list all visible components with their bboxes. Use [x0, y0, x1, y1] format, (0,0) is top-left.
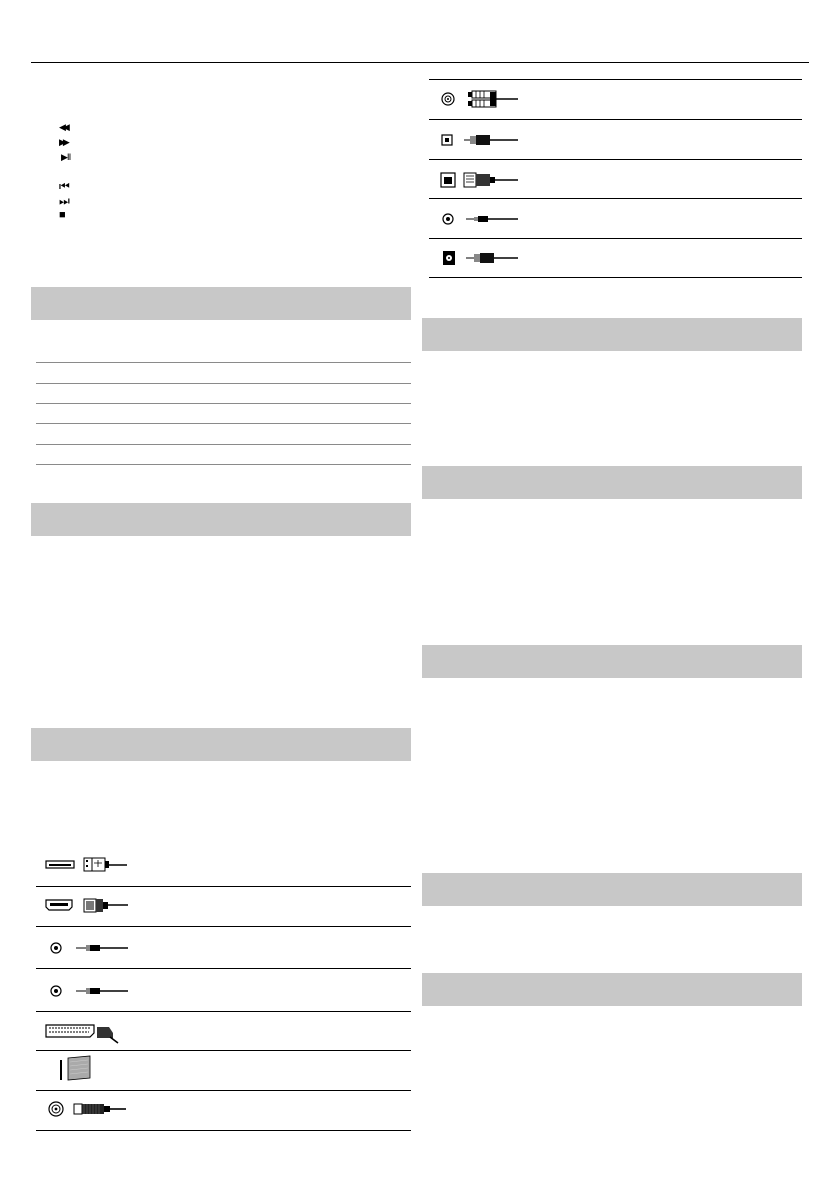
table-row-divider	[36, 1130, 411, 1131]
table-row-divider	[36, 383, 411, 384]
scart-port-icon	[44, 1022, 134, 1046]
section-heading-band	[422, 466, 802, 499]
table-row-divider	[429, 238, 802, 239]
section-heading-band	[31, 728, 411, 761]
table-row-divider	[36, 423, 411, 424]
ci-card-slot-icon	[58, 1054, 118, 1084]
table-row-divider	[429, 119, 802, 120]
headphone-jack-icon	[48, 940, 138, 960]
play-pause-icon: ▶Ⅱ	[61, 152, 71, 162]
lan-port-icon	[440, 170, 530, 192]
hdmi-port-icon	[44, 897, 134, 917]
dc-power-port-icon	[440, 249, 530, 269]
table-row-divider	[36, 926, 411, 927]
table-row-divider	[36, 1011, 411, 1012]
rewind-icon: ◀◀	[59, 122, 67, 132]
table-row-divider	[429, 277, 802, 278]
section-heading-band	[422, 973, 802, 1006]
optical-port-icon	[440, 132, 530, 152]
table-row-divider	[36, 1090, 411, 1091]
section-heading-band	[31, 287, 411, 320]
page-header-rule	[31, 62, 809, 63]
av-rca-port-icon	[440, 90, 530, 110]
fast-forward-icon: ▶▶	[59, 137, 67, 147]
table-row-divider	[429, 159, 802, 160]
stop-icon: ■	[59, 209, 66, 221]
usb-port-icon	[44, 857, 134, 877]
skip-previous-icon: ⏮	[59, 179, 70, 193]
table-row-divider	[36, 968, 411, 969]
table-row-divider	[429, 198, 802, 199]
table-row-divider	[36, 362, 411, 363]
section-heading-band	[31, 503, 411, 536]
table-row-divider	[36, 444, 411, 445]
antenna-port-icon	[46, 1101, 136, 1121]
table-row-divider	[36, 886, 411, 887]
section-heading-band	[422, 873, 802, 906]
mini-jack-port-icon	[440, 211, 530, 231]
table-row-divider	[36, 403, 411, 404]
table-row-divider	[36, 1050, 411, 1051]
section-heading-band	[422, 645, 802, 678]
section-heading-band	[422, 318, 802, 351]
skip-next-icon: ⏭	[59, 194, 70, 208]
table-row-divider	[36, 464, 411, 465]
table-row-divider	[429, 79, 802, 80]
audio-jack-icon	[48, 983, 138, 1003]
